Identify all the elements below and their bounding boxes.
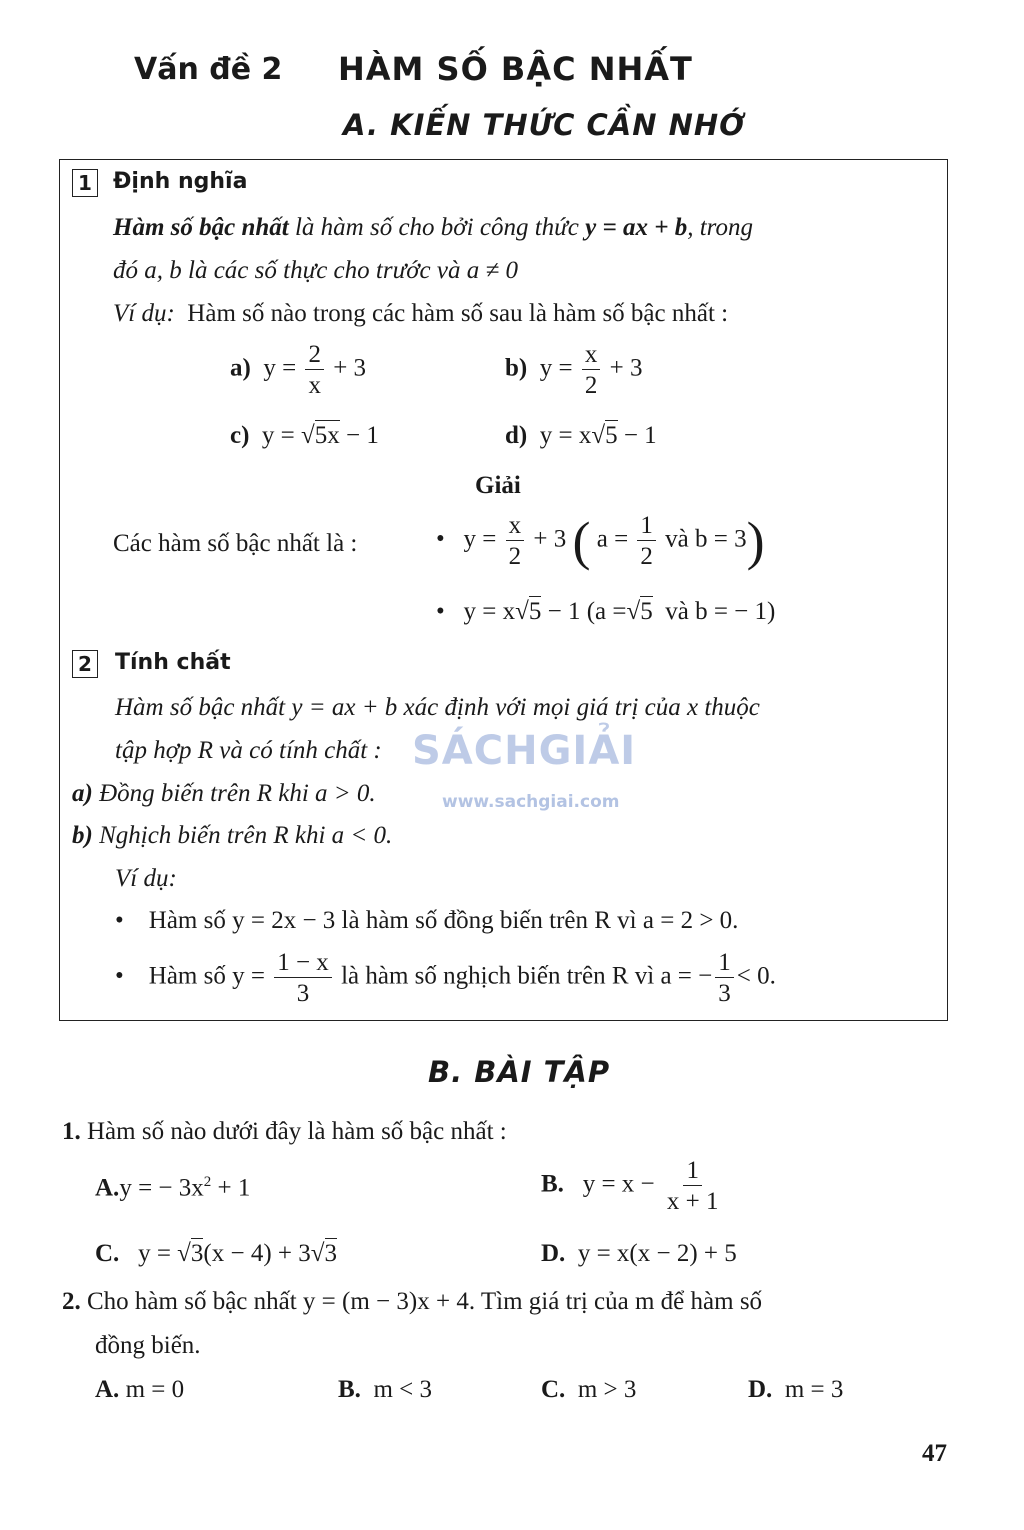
solution-heading: Giải — [475, 472, 521, 499]
definition-formula: y = ax + b — [585, 214, 688, 241]
exercise-2-option-c — [541, 1376, 636, 1404]
chapter-label: Vấn đề 2 — [134, 52, 283, 87]
section-number-2: 2 — [72, 650, 98, 678]
property-example-2-den: 3 — [296, 980, 310, 1007]
solution-r1-b: và b = 3 — [665, 525, 747, 553]
solution-bullet-1: • — [436, 525, 445, 553]
exercise-1-option-c-radicand-2: 3 — [324, 1240, 337, 1267]
property-a-label: a) — [72, 780, 93, 807]
section-a-heading: A. KIẾN THỨC CẦN NHỚ — [343, 108, 745, 142]
property-example-2-fraction — [274, 950, 332, 1006]
property-example-2-pre: Hàm số y = — [148, 962, 265, 990]
example-label: Ví dụ: — [113, 300, 175, 327]
exercise-2-option-a-text: m = 0 — [125, 1376, 185, 1403]
option-c-pre: y = — [261, 422, 295, 449]
option-a — [230, 342, 366, 398]
exercise-1-option-a-sup: 2 — [203, 1174, 212, 1190]
exercise-2-option-d-text: m = 3 — [784, 1376, 844, 1403]
exercise-1-option-a-label: A. — [95, 1174, 120, 1202]
property-example-1 — [115, 907, 738, 935]
solution-row-2: • y = x√5 − 1 (a =√5 và b = − 1) — [436, 598, 776, 625]
option-b-label: b) — [505, 354, 528, 382]
left-paren: ( — [572, 511, 591, 571]
option-c-post: − 1 — [346, 422, 379, 449]
option-a-label: a) — [230, 354, 251, 382]
exercise-1-option-b-pre: y = x − — [582, 1170, 655, 1198]
exercise-1-option-c-mid: (x − 4) + 3 — [203, 1240, 311, 1267]
exercise-1-option-c-pre: y = — [138, 1240, 171, 1267]
definition-term: Hàm số bậc nhất — [113, 214, 289, 241]
exercise-1-option-d — [541, 1240, 737, 1268]
solution-r1-a-pre: a = — [596, 525, 629, 553]
exercise-2-option-c-label: C. — [541, 1376, 566, 1403]
solution-intro: Các hàm số bậc nhất là : — [113, 530, 358, 557]
solution-r1-den: 2 — [508, 543, 522, 570]
exercise-2-option-c-text: m > 3 — [577, 1376, 637, 1403]
watermark-url: www.sachgiai.com — [442, 792, 620, 812]
exercise-1-number: 1. — [62, 1118, 81, 1145]
solution-r2-pre: y = x — [463, 598, 516, 625]
solution-bullet-2: • — [436, 598, 445, 625]
page-title: HÀM SỐ BẬC NHẤT — [338, 50, 693, 88]
exercise-1-option-c-label: C. — [95, 1240, 120, 1267]
definition-heading: Định nghĩa — [113, 169, 248, 194]
property-example-2-den-2: 3 — [718, 980, 731, 1007]
property-example-2-num: 1 − x — [274, 950, 332, 978]
exercise-2-option-d — [748, 1376, 843, 1404]
property-example-2-mid: là hàm số nghịch biến trên R vì a = − — [341, 962, 713, 990]
section-b-heading: B. BÀI TẬP — [428, 1055, 611, 1089]
exercise-1-option-b-den: x + 1 — [666, 1188, 719, 1215]
option-a-post: + 3 — [333, 354, 367, 382]
solution-r1-a-num: 1 — [637, 513, 656, 541]
solution-r1-num: x — [506, 513, 525, 541]
option-c-radicand: 5x — [314, 422, 340, 449]
definition-tail: , trong — [687, 214, 753, 241]
exercise-1-option-b — [541, 1158, 725, 1214]
option-b-num: x — [582, 342, 601, 370]
solution-r2-radicand: 5 — [528, 598, 542, 625]
solution-row-1 — [436, 513, 765, 569]
exercise-2-option-b-label: B. — [338, 1376, 361, 1403]
exercise-2-line-1: Cho hàm số bậc nhất y = (m − 3)x + 4. Tìm giá trị của m để hàm số — [87, 1288, 763, 1315]
exercise-2-question — [62, 1288, 762, 1316]
option-d-pre: y = x — [539, 422, 592, 449]
definition-line-2: đó a, b là các số thực cho trước và a ≠ 0 — [113, 257, 518, 284]
property-example-label: Ví dụ: — [115, 865, 177, 892]
property-a — [72, 780, 376, 808]
option-c: c) y = √5x − 1 — [230, 422, 379, 449]
option-a-den: x — [308, 372, 321, 399]
solution-r2-radicand-2: 5 — [640, 598, 653, 625]
properties-heading: Tính chất — [115, 650, 231, 675]
exercise-1-option-c-radicand: 3 — [190, 1240, 204, 1267]
option-a-fraction — [305, 342, 324, 398]
exercise-2-option-a — [95, 1376, 184, 1404]
bullet: • — [115, 907, 124, 934]
exercise-1-option-a — [95, 1174, 250, 1202]
example-line — [113, 300, 728, 328]
option-b-pre: y = — [539, 354, 573, 382]
exercise-1-option-a-tail: + 1 — [211, 1174, 251, 1202]
solution-r1-fraction — [506, 513, 525, 569]
definition-middle: là hàm số cho bởi công thức — [288, 214, 586, 241]
exercise-2-option-a-label: A. — [95, 1376, 120, 1403]
property-example-1-text: Hàm số y = 2x − 3 là hàm số đồng biến trên R vì a = 2 > 0. — [148, 907, 739, 934]
exercise-2-line-2: đồng biến. — [95, 1332, 201, 1359]
definition-line-1 — [113, 214, 753, 242]
page-number: 47 — [922, 1440, 947, 1467]
solution-r1-a-den: 2 — [640, 543, 653, 570]
option-d: d) y = x√5 − 1 — [505, 422, 657, 449]
option-b-fraction — [582, 342, 601, 398]
exercise-1-option-b-label: B. — [541, 1170, 564, 1198]
right-paren: ) — [746, 511, 765, 571]
option-a-num: 2 — [305, 342, 324, 370]
property-b — [72, 822, 392, 850]
property-example-2-fraction-2 — [715, 950, 734, 1006]
bullet: • — [115, 962, 124, 990]
knowledge-box — [59, 159, 948, 1021]
exercise-1-option-b-num: 1 — [683, 1158, 702, 1186]
exercise-2-option-b-text: m < 3 — [373, 1376, 432, 1403]
property-b-label: b) — [72, 822, 93, 849]
option-c-label: c) — [230, 422, 250, 449]
example-text: Hàm số nào trong các hàm số sau là hàm số bậc nhất : — [187, 300, 729, 327]
property-b-text: Nghịch biến trên R khi a < 0. — [99, 822, 393, 849]
exercise-1-text: Hàm số nào dưới đây là hàm số bậc nhất : — [87, 1118, 507, 1145]
option-a-pre: y = — [263, 354, 297, 382]
solution-r1-pre: y = — [463, 525, 497, 553]
exercise-2-option-b — [338, 1376, 432, 1404]
option-d-radicand: 5 — [605, 422, 618, 449]
exercise-1-option-d-text: y = x(x − 2) + 5 — [577, 1240, 737, 1267]
exercise-2-number: 2. — [62, 1288, 81, 1315]
exercise-1-option-a-text: y = − 3x — [119, 1174, 204, 1202]
property-example-2-post: < 0. — [736, 962, 776, 990]
exercise-1-option-c: C. y = √3(x − 4) + 3√3 — [95, 1240, 337, 1267]
exercise-2-option-d-label: D. — [748, 1376, 773, 1403]
watermark-logo: SÁCHGIẢI — [412, 728, 637, 774]
exercise-1-question — [62, 1118, 507, 1146]
solution-r1-a-fraction — [637, 513, 656, 569]
property-line-1: Hàm số bậc nhất y = ax + b xác định với mọi giá trị của x thuộc — [115, 694, 760, 721]
solution-r1-post: + 3 — [533, 525, 567, 553]
property-example-2 — [115, 950, 776, 1006]
option-d-post: − 1 — [623, 422, 657, 449]
option-b — [505, 342, 642, 398]
option-b-den: 2 — [584, 372, 598, 399]
option-d-label: d) — [505, 422, 528, 449]
property-line-2: tập hợp R và có tính chất : — [115, 737, 382, 764]
option-b-post: + 3 — [609, 354, 643, 382]
exercise-1-option-b-fraction — [664, 1158, 722, 1214]
solution-r2-post: − 1 (a = — [547, 598, 627, 625]
exercise-1-option-d-label: D. — [541, 1240, 566, 1267]
property-a-text: Đồng biến trên R khi a > 0. — [99, 780, 376, 807]
section-number-1: 1 — [72, 169, 98, 197]
solution-r2-tail: và b = − 1) — [665, 598, 776, 625]
property-example-2-num-2: 1 — [715, 950, 734, 978]
